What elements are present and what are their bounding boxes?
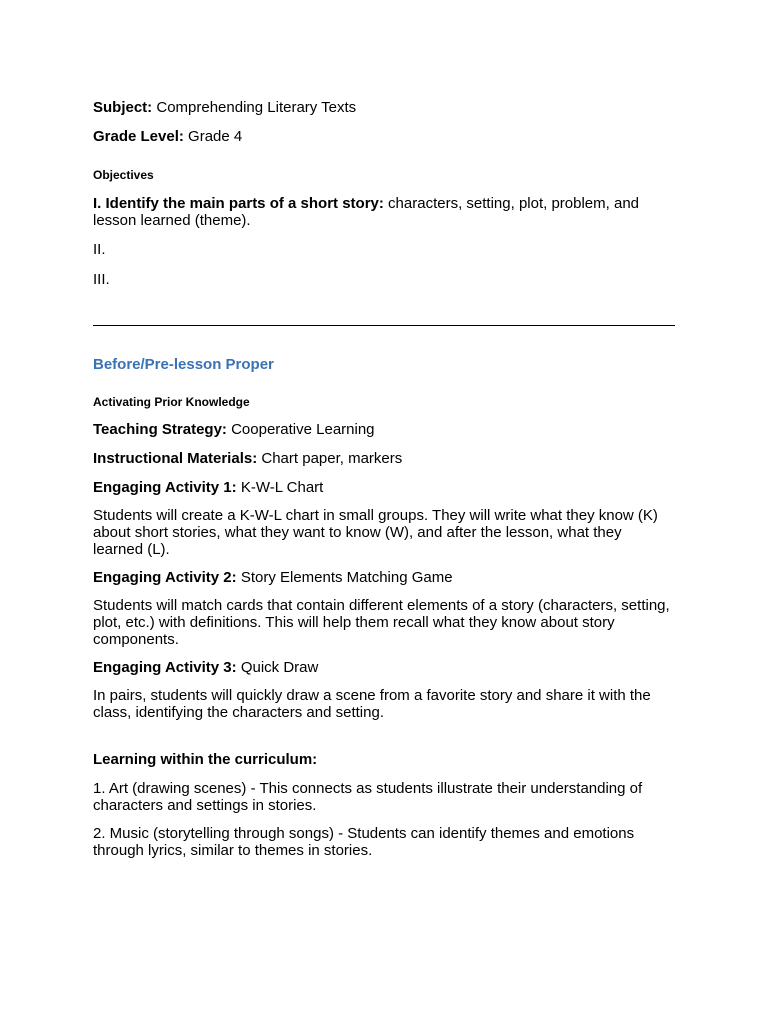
grade-label: Grade Level: bbox=[93, 128, 184, 145]
grade-value: Grade 4 bbox=[188, 128, 243, 145]
subject-line bbox=[93, 99, 675, 116]
activity-1-label: Engaging Activity 1: bbox=[93, 479, 237, 496]
objectives-heading: Objectives bbox=[93, 168, 154, 182]
curriculum-item-2: 2. Music (storytelling through songs) - Students can identify themes and emotions through lyrics, similar to themes in stories. bbox=[93, 825, 635, 859]
activity-1-heading bbox=[93, 479, 675, 496]
objective-1-text: characters, setting, plot, problem, and lesson learned (theme). bbox=[93, 195, 640, 229]
activity-1-text: Students will create a K-W-L chart in small groups. They will write what they know (K) about short stories, what they want to know (W), and after the lesson, what they learned (L). bbox=[93, 507, 658, 558]
activity-2-heading bbox=[93, 569, 675, 586]
activity-3-title: Quick Draw bbox=[240, 659, 319, 676]
activity-2-text: Students will match cards that contain different elements of a story (characters, setting, plot, etc.) with definitions. This will help them recall what they know about story components. bbox=[93, 597, 670, 648]
teaching-strategy bbox=[93, 421, 675, 438]
section-divider bbox=[93, 325, 675, 326]
document-page bbox=[93, 99, 675, 859]
activity-3-heading bbox=[93, 659, 675, 676]
subject-label: Subject: bbox=[93, 99, 153, 116]
grade-line bbox=[93, 128, 675, 145]
teaching-strategy-label: Teaching Strategy: bbox=[93, 421, 227, 438]
objective-3: III. bbox=[93, 271, 110, 288]
subject-value: Comprehending Literary Texts bbox=[156, 99, 357, 116]
activity-3-label: Engaging Activity 3: bbox=[93, 659, 237, 676]
activity-2-label: Engaging Activity 2: bbox=[93, 569, 237, 586]
objective-1-label: I. Identify the main parts of a short story: bbox=[93, 195, 384, 212]
activity-1-title: K-W-L Chart bbox=[240, 479, 324, 496]
activity-2-title: Story Elements Matching Game bbox=[240, 569, 453, 586]
objective-1 bbox=[93, 195, 675, 229]
curriculum-item-1: 1. Art (drawing scenes) - This connects as students illustrate their understanding of characters and settings in stories. bbox=[93, 780, 643, 814]
instructional-materials bbox=[93, 450, 675, 467]
curriculum-heading: Learning within the curriculum: bbox=[93, 751, 318, 768]
teaching-strategy-value: Cooperative Learning bbox=[231, 421, 375, 438]
instructional-materials-label: Instructional Materials: bbox=[93, 450, 258, 467]
prior-knowledge-heading: Activating Prior Knowledge bbox=[93, 395, 250, 409]
before-heading: Before/Pre-lesson Proper bbox=[93, 356, 274, 373]
activity-3-text: In pairs, students will quickly draw a scene from a favorite story and share it with the class, identifying the characters and setting. bbox=[93, 687, 651, 721]
instructional-materials-value: Chart paper, markers bbox=[261, 450, 403, 467]
objective-2: II. bbox=[93, 241, 106, 258]
